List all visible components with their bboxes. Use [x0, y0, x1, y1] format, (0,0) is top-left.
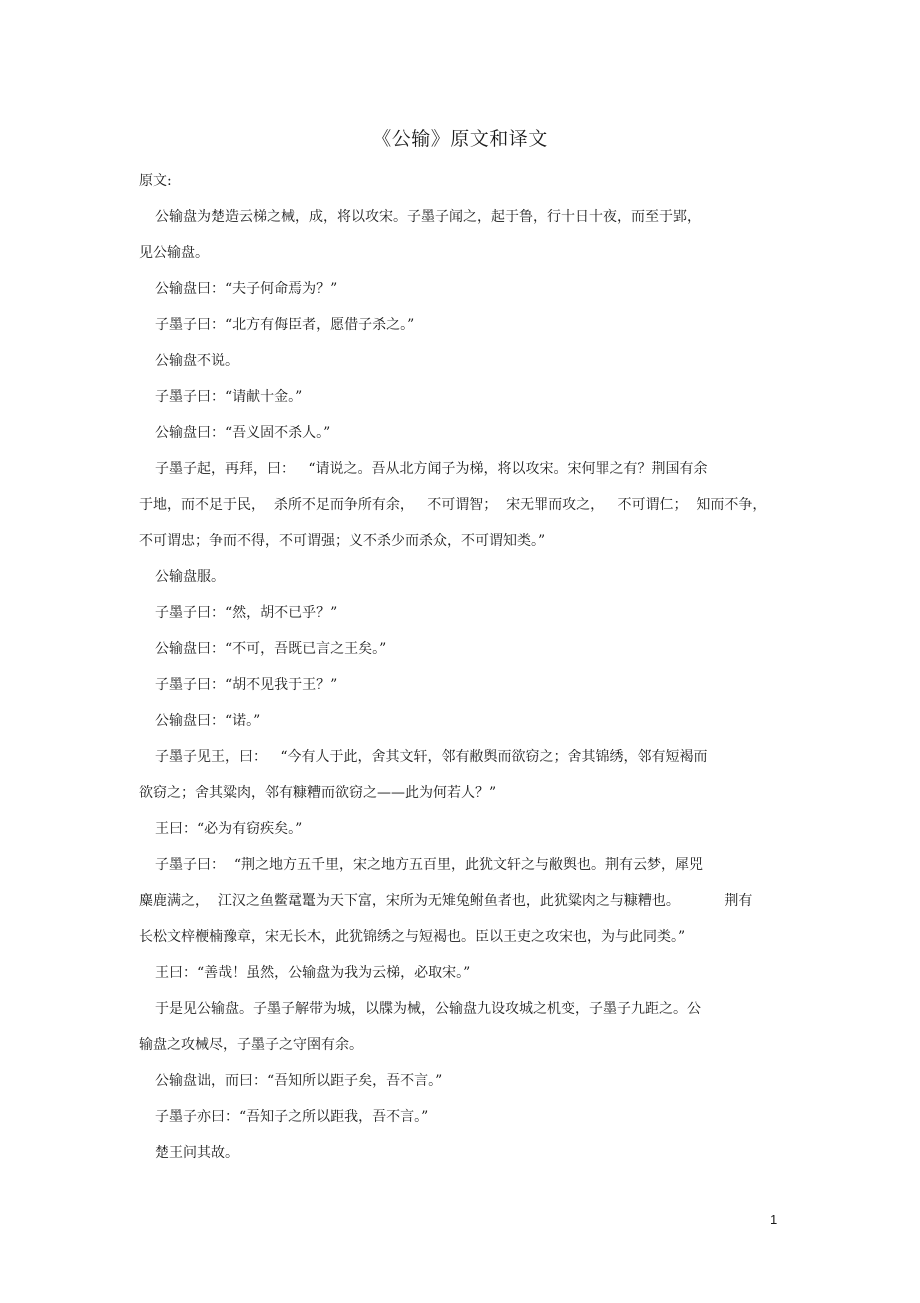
text-line: 公输盘不说。	[155, 353, 239, 369]
text-line: 输盘之攻械尽，子墨子之守圉有余。	[139, 1037, 363, 1053]
text-line: 子墨子曰：“然，胡不已乎？”	[155, 605, 338, 621]
section-label-original: 原文:	[139, 173, 172, 189]
text-line: 子墨子曰：“胡不见我于王？”	[155, 677, 338, 693]
text-line: 子墨子曰：“请献十金。”	[155, 389, 303, 405]
text-line: 公输盘曰：“不可，吾既已言之王矣。”	[155, 641, 387, 657]
page-title: 《公输》原文和译文	[372, 128, 548, 150]
text-line: 子墨子曰：“北方有侮臣者，愿借子杀之。”	[155, 317, 415, 333]
text-line: 公输盘为楚造云梯之械，成，将以攻宋。子墨子闻之，起于鲁，行十日十夜，而至于郢，	[155, 209, 701, 225]
text-line: 子墨子曰： “荆之地方五千里，宋之地方五百里，此犹文轩之与敝舆也。荆有云梦，犀兕	[155, 857, 704, 873]
text-line: 王曰：“善哉！虽然，公输盘为我为云梯，必取宋。”	[155, 965, 471, 981]
text-line: 于是见公输盘。子墨子解带为城，以牒为械，公输盘九设攻城之机变，子墨子九距之。公	[155, 1001, 701, 1017]
page-number: 1	[770, 1212, 778, 1227]
text-line: 楚王问其故。	[155, 1145, 239, 1161]
text-line: 公输盘曰：“吾义固不杀人。”	[155, 425, 331, 441]
text-line: 子墨子见王，曰： “今有人于此，舍其文轩，邻有敝舆而欲窃之；舍其锦绣，邻有短褐而	[155, 749, 708, 765]
text-line: 公输盘诎，而曰：“吾知所以距子矣，吾不言。”	[155, 1073, 443, 1089]
text-line: 公输盘曰：“诺。”	[155, 713, 261, 729]
text-line: 公输盘曰：“夫子何命焉为？”	[155, 281, 338, 297]
text-line: 长松文梓楩楠豫章，宋无长木，此犹锦绣之与短褐也。臣以王吏之攻宋也，为与此同类。”	[139, 929, 686, 945]
text-line: 麋鹿满之， 江汉之鱼鳖鼋鼍为天下富，宋所为无雉兔鲋鱼者也，此犹粱肉之与糠糟也。 荆有	[139, 893, 753, 909]
text-line: 于地，而不足于民， 杀所不足而争所有余， 不可谓智； 宋无罪而攻之， 不可谓仁； 知而不争，	[139, 497, 767, 513]
text-line: 公输盘服。	[155, 569, 225, 585]
text-line: 子墨子亦曰：“吾知子之所以距我，吾不言。”	[155, 1109, 429, 1125]
text-line: 欲窃之；舍其粱肉，邻有糠糟而欲窃之——此为何若人？”	[139, 785, 497, 801]
text-line: 不可谓忠；争而不得，不可谓强；义不杀少而杀众，不可谓知类。”	[139, 533, 546, 549]
text-line: 子墨子起，再拜，曰： “请说之。吾从北方闻子为梯，将以攻宋。宋何罪之有？荆国有余	[155, 461, 708, 477]
text-line: 见公输盘。	[139, 245, 209, 261]
text-line: 王曰：“必为有窃疾矣。”	[155, 821, 303, 837]
